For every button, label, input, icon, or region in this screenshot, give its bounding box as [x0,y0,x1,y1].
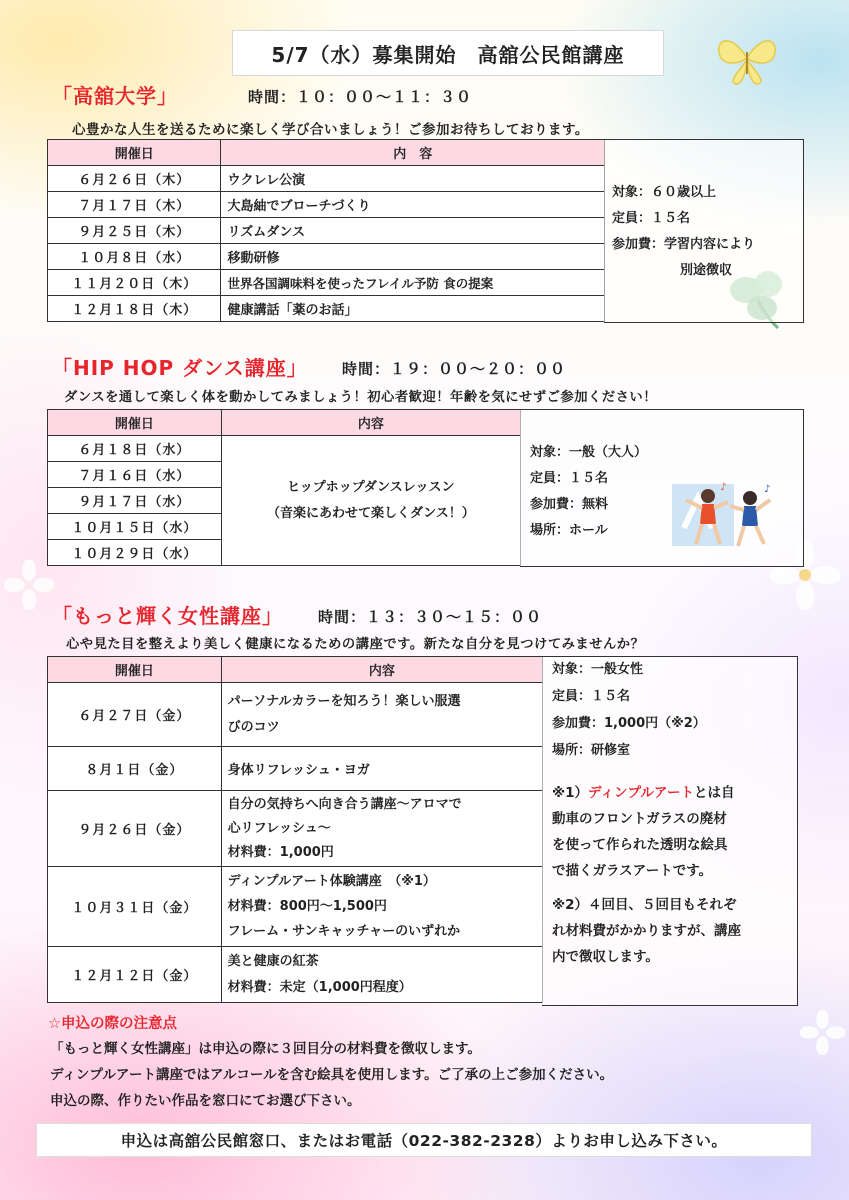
info-target: 対象：一般（大人） [530,445,648,460]
content-line: 材料費：未定（1,000円程度） [227,979,412,995]
content-cell: リズムダンス [221,218,605,244]
table-header-date: 開催日 [48,140,221,166]
note1-line: で描くガラスアートです。 [552,863,713,879]
section1-title: 「高舘大学」 [52,84,178,108]
table-header-content: 内容 [221,657,542,683]
section2-description: ダンスを通して楽しく体を動かしてみましょう！初心者歓迎！年齢を気にせずご参加ください！ [64,390,657,405]
info-fee: 参加費：1,000円（※2） [552,716,706,731]
content-cell: 大島紬でブローチづくり [221,192,605,218]
date-cell: ７月１７日（木） [48,192,221,218]
table-row [48,270,605,296]
notes-title: ☆申込の際の注意点 [48,1016,177,1032]
note1-line: を使って作られた透明な絵具 [552,837,728,853]
svg-text:♪: ♪ [764,484,771,495]
table-row [48,683,543,747]
info-target: 対象：６０歳以上 [612,185,717,200]
section1-table [47,139,605,322]
section3-title: 「もっと輝く女性講座」 [52,604,283,628]
info-fee: 参加費：学習内容により [612,237,756,252]
date-cell: ６月２７日（金） [48,683,222,747]
date-cell: ９月２６日（金） [48,791,222,867]
content-cell [221,436,520,566]
content-line: 心リフレッシュ～ [227,820,331,836]
date-cell: １０月８日（水） [48,244,221,270]
flower-icon [4,560,54,610]
section3-table [47,656,543,1003]
note2-line: ※2）４回目、５回目もそれぞ [552,897,737,913]
content-cell: ウクレレ公演 [221,166,605,192]
table-header-content: 内容 [221,410,520,436]
notes-list [50,1036,613,1114]
note1-line: 動車のフロントガラスの廃材 [552,811,727,827]
content-line: パーソナルカラーを知ろう！楽しい服選 [227,693,461,709]
content-cell [221,683,542,747]
section3-note1 [552,780,735,884]
section2-time: 時間：１９：００～２０：００ [342,360,567,378]
page-title: 5/7（水）募集開始 高舘公民館講座 [232,30,664,76]
info-place: 場所：研修室 [552,743,631,758]
info-fee-note: 別途徴収 [680,263,733,278]
date-cell: ７月１６日（水） [48,462,222,488]
content-cell [221,867,542,947]
content-line: ヒップホップダンスレッスン [287,479,455,495]
date-cell: ６月２６日（木） [48,166,221,192]
content-line: 材料費：800円～1,500円 [227,899,387,914]
info-place: 場所：ホール [530,523,608,538]
section2-table [47,409,521,566]
section2-title: 「HIP HOP ダンス講座」 [52,356,308,380]
date-cell: １０月２９日（水） [48,540,222,566]
note-line: 「もっと輝く女性講座」は申込の際に３回目分の材料費を徴収します。 [50,1041,481,1057]
section1-info [612,180,755,284]
dancers-illustration [668,478,778,554]
date-cell: ８月１日（金） [48,747,222,791]
content-line: 材料費：1,000円 [227,844,334,860]
table-header-date: 開催日 [48,410,222,436]
note1-highlight: ディンプルアート [588,785,695,801]
date-cell: １０月１５日（水） [48,514,222,540]
section3-note2 [552,892,741,970]
info-capacity: 定員：１５名 [552,689,631,704]
content-line: フレーム・サンキャッチャーのいずれか [227,924,461,939]
svg-text:♪: ♪ [720,482,727,493]
content-cell [221,791,542,867]
note-line: ディンプルアート講座ではアルコールを含む絵具を使用します。ご了承の上ご参加ください。 [50,1067,614,1083]
section3-time: 時間：１３：３０～１５：００ [318,608,543,626]
table-row [48,436,521,462]
content-cell: 世界各国調味料を使ったフレイル予防 食の提案 [221,270,605,296]
table-row [48,244,605,270]
table-header-content: 内 容 [221,140,605,166]
table-header-date: 開催日 [48,657,222,683]
date-cell: １１月２０日（木） [48,270,221,296]
section2-info [530,440,647,544]
note2-line: 内で徴収します。 [552,949,659,965]
table-row [48,296,605,322]
date-cell: ６月１８日（水） [48,436,222,462]
content-cell: 健康講話「薬のお話」 [221,296,605,322]
note1-rest: とは自 [694,785,735,801]
info-capacity: 定員：１５名 [530,471,609,486]
table-row [48,166,605,192]
apply-info: 申込は高舘公民館窓口、またはお電話（022-382-2328）よりお申し込み下さい。 [36,1123,812,1157]
table-row [48,192,605,218]
content-line: 美と健康の紅茶 [227,953,319,969]
date-cell: １２月１２日（金） [48,947,222,1003]
content-line: （音楽にあわせて楽しくダンス！） [266,505,475,521]
table-row [48,947,543,1003]
note-line: 申込の際、作りたい作品を窓口にてお選び下さい。 [50,1093,361,1109]
table-row [48,791,543,867]
butterfly-icon [712,28,782,88]
date-cell: ９月１７日（水） [48,488,222,514]
info-target: 対象：一般女性 [552,662,644,677]
content-line: 自分の気持ちへ向き合う講座～アロマで [227,796,462,812]
table-row [48,218,605,244]
flower-icon [800,1010,845,1055]
note1-prefix: ※1） [552,785,589,801]
table-row [48,747,543,791]
content-line: ディンプルアート体験講座 （※1） [227,874,436,889]
info-capacity: 定員：１５名 [612,211,691,226]
content-cell: 移動研修 [221,244,605,270]
content-cell [221,947,542,1003]
info-fee: 参加費：無料 [530,497,609,512]
content-line: 身体リフレッシュ・ヨガ [227,763,370,778]
date-cell: １０月３１日（金） [48,867,222,947]
section1-description: 心豊かな人生を送るために楽しく学び合いましょう！ご参加お待ちしております。 [72,122,589,138]
note1-line [552,780,735,806]
content-cell [221,747,542,791]
section1-time: 時間：１０：００～１１：３０ [248,88,473,106]
note2-line: れ材料費がかかりますが、講座 [552,923,741,939]
date-cell: ９月２５日（木） [48,218,221,244]
table-row [48,867,543,947]
section3-info [552,656,706,764]
date-cell: １２月１８日（木） [48,296,221,322]
content-line: びのコツ [227,719,280,735]
section3-description: 心や見た目を整えより美しく健康になるための講座です。新たな自分を見つけてみませんか？ [66,637,645,652]
